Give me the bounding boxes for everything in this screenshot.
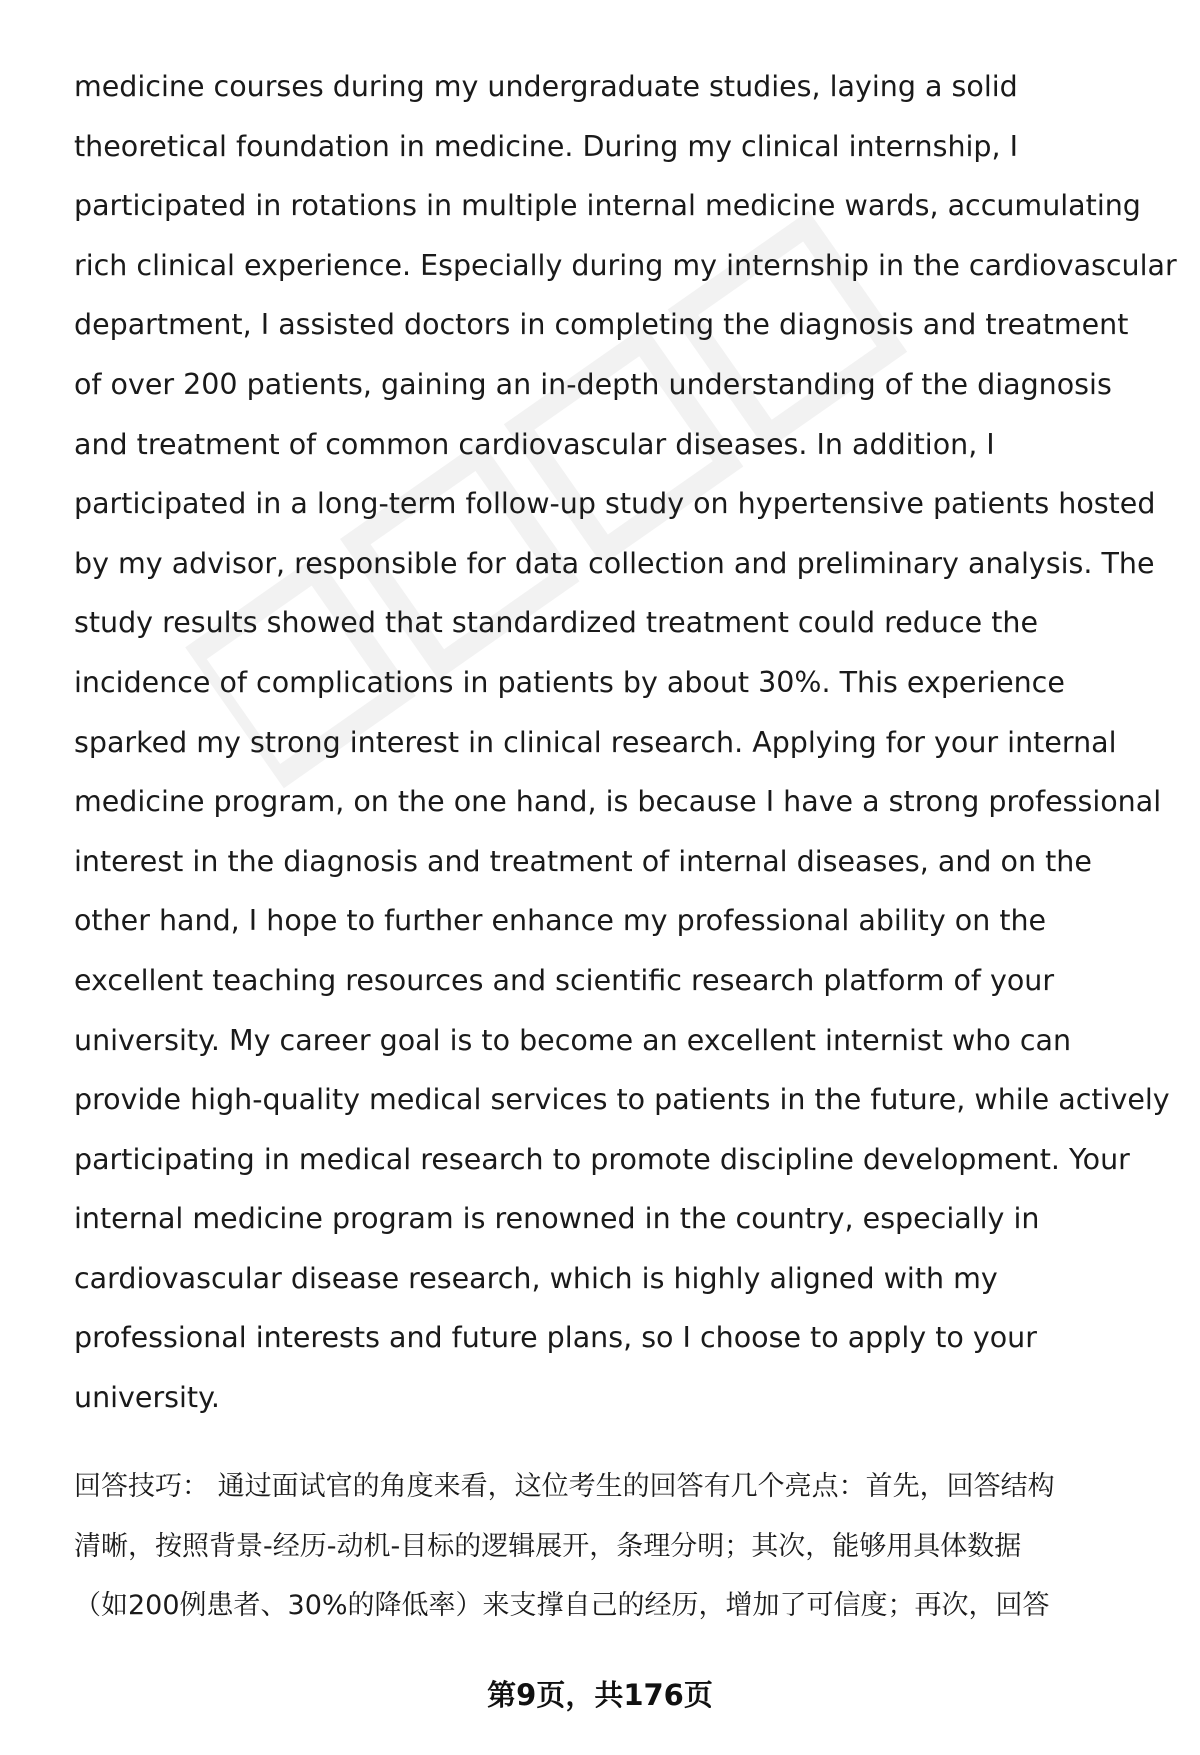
body-line: rich clinical experience. Especially during my internship in the cardiovascular xyxy=(74,248,1177,282)
body-line: medicine program, on the one hand, is because I have a strong professional xyxy=(74,785,1162,819)
body-line: internal medicine program is renowned in the country, especially in xyxy=(74,1202,1040,1236)
page-number: 第9页，共176页 xyxy=(487,1678,713,1712)
body-line: study results showed that standardized treatment could reduce the xyxy=(74,606,1038,640)
body-line: department, I assisted doctors in completing the diagnosis and treatment xyxy=(74,308,1129,342)
body-line: university. xyxy=(74,1381,220,1415)
body-line: and treatment of common cardiovascular diseases. In addition, I xyxy=(74,427,995,461)
body-line: provide high-quality medical services to patients in the future, while actively xyxy=(74,1083,1170,1117)
answer-tips xyxy=(74,1457,1164,1636)
body-line: sparked my strong interest in clinical research. Applying for your internal xyxy=(74,725,1117,759)
body-line: incidence of complications in patients by about 30%. This experience xyxy=(74,665,1065,699)
tips-line: （如200例患者、30%的降低率）来支撑自己的经历，增加了可信度；再次，回答 xyxy=(74,1590,1050,1622)
body-line: participated in a long-term follow-up study on hypertensive patients hosted xyxy=(74,487,1156,521)
body-line: by my advisor, responsible for data collection and preliminary analysis. The xyxy=(74,546,1155,580)
body-line: cardiovascular disease research, which is highly aligned with my xyxy=(74,1261,998,1295)
body-line: participating in medical research to promote discipline development. Your xyxy=(74,1142,1130,1176)
body-line: excellent teaching resources and scientific research platform of your xyxy=(74,963,1055,997)
body-line: professional interests and future plans, so I choose to apply to your xyxy=(74,1321,1037,1355)
body-line: other hand, I hope to further enhance my professional ability on the xyxy=(74,904,1047,938)
body-line: theoretical foundation in medicine. During my clinical internship, I xyxy=(74,129,1019,163)
body-line: medicine courses during my undergraduate studies, laying a solid xyxy=(74,70,1018,103)
body-line: participated in rotations in multiple internal medicine wards, accumulating xyxy=(74,189,1141,223)
body-line: interest in the diagnosis and treatment of internal diseases, and on the xyxy=(74,844,1092,878)
body-line: of over 200 patients, gaining an in-depth understanding of the diagnosis xyxy=(74,367,1112,401)
answer-body xyxy=(74,57,1177,1428)
body-line: university. My career goal is to become an excellent internist who can xyxy=(74,1023,1072,1057)
tips-line: 清晰，按照背景-经历-动机-目标的逻辑展开，条理分明；其次，能够用具体数据 xyxy=(74,1530,1022,1562)
tips-line: 回答技巧： 通过面试官的角度来看，这位考生的回答有几个亮点：首先，回答结构 xyxy=(74,1471,1055,1502)
